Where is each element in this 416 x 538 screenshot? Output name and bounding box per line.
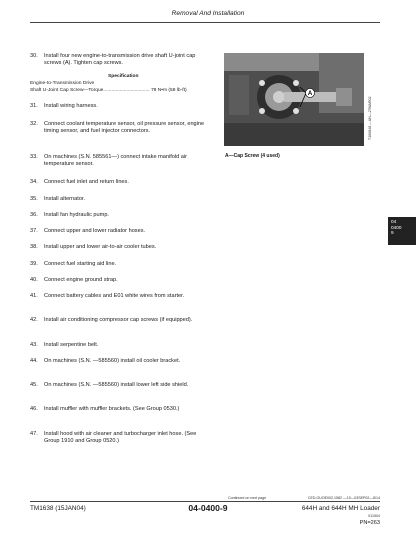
figure-tag: T160848 —UN—27MAR02	[368, 96, 372, 140]
step-text: Install air conditioning compressor cap screws (if equipped).	[44, 317, 193, 323]
step-number: 38.	[30, 244, 38, 250]
step-number: 35.	[30, 196, 38, 202]
step-text: Install serpentine belt.	[44, 342, 99, 348]
step-number: 32.	[30, 121, 38, 127]
step-number: 42.	[30, 317, 38, 323]
step-text: Connect coolant temperature sensor, oil pressure sensor, engine timing sensor, and fuel injector connectors.	[44, 121, 205, 135]
step-number: 31.	[30, 103, 38, 109]
step-text: Connect engine ground strap.	[44, 277, 118, 283]
step-number: 33.	[30, 154, 38, 160]
step-text: Connect fuel starting aid line.	[44, 261, 117, 267]
step-number: 44.	[30, 358, 38, 364]
step-text: Install hood with air cleaner and turbocharger inlet hose. (See Group 1910 and Group 0520.)	[44, 431, 197, 445]
footer-rule	[30, 501, 380, 502]
footer-code: CED,OUOE002,1582 —19—03SEP02—8/14	[307, 496, 380, 500]
page-number: 04-0400-9	[188, 503, 228, 513]
section-tab-line-2: 0400	[391, 224, 402, 230]
step-number: 30.	[30, 53, 38, 59]
step-text: Install wiring harness.	[44, 103, 98, 109]
drive-shaft-photo	[224, 53, 364, 146]
manual-id: TM1638 (15JAN04)	[30, 505, 86, 512]
drive-shaft-photo-illustration	[224, 53, 364, 146]
step-number: 45.	[30, 382, 38, 388]
spec-title: Specification	[108, 74, 139, 79]
step-number: 37.	[30, 228, 38, 234]
step-text: Connect battery cables and E01 white wires from starter.	[44, 293, 185, 299]
spec-line-2: Shaft U-Joint Cap Screw—Torque.................................. 78 N•m (58 lb-ft)	[30, 88, 187, 93]
step-number: 36.	[30, 212, 38, 218]
callout-a-label: A	[307, 91, 313, 98]
spec-line-1: Engine-to-Transmission Drive	[30, 81, 95, 86]
step-text: On machines (S.N. —585560) install lower left side shield.	[44, 382, 189, 388]
step-text: Install upper and lower air-to-air cooler tubes.	[44, 244, 157, 250]
step-text: On machines (S.N. —585560) install oil cooler bracket.	[44, 358, 181, 364]
footer-date: 011504	[368, 514, 380, 518]
page-pn: PN=263	[359, 520, 380, 526]
step-number: 43.	[30, 342, 38, 348]
step-text: Install muffler with muffler brackets. (See Group 0530.)	[44, 406, 180, 412]
header-rule	[30, 22, 380, 23]
step-number: 47.	[30, 431, 38, 437]
figure-caption: A—Cap Screw (4 used)	[225, 153, 280, 159]
step-text: Connect upper and lower radiator hoses.	[44, 228, 146, 234]
step-number: 41.	[30, 293, 38, 299]
step-number: 39.	[30, 261, 38, 267]
section-tab-line-1: 04	[391, 219, 397, 224]
machine-model: 644H and 644H MH Loader	[301, 505, 380, 512]
step-text: Install fan hydraulic pump.	[44, 212, 109, 218]
section-tab-line-3: 9	[391, 230, 394, 236]
step-text: Install four new engine-to-transmission drive shaft U-joint cap screws (A). Tighten cap screws.	[44, 53, 196, 67]
step-number: 34.	[30, 179, 38, 185]
step-text: On machines (S.N. 585561—) connect intake manifold air temperature sensor.	[44, 154, 188, 168]
page-header-title: Removal And Installation	[171, 10, 245, 17]
step-text: Connect fuel inlet and return lines.	[44, 179, 129, 185]
step-number: 40.	[30, 277, 38, 283]
step-text: Install alternator.	[44, 196, 86, 202]
continued-note: Continued on next page	[228, 496, 267, 500]
step-number: 46.	[30, 406, 38, 412]
section-tab	[388, 217, 416, 245]
